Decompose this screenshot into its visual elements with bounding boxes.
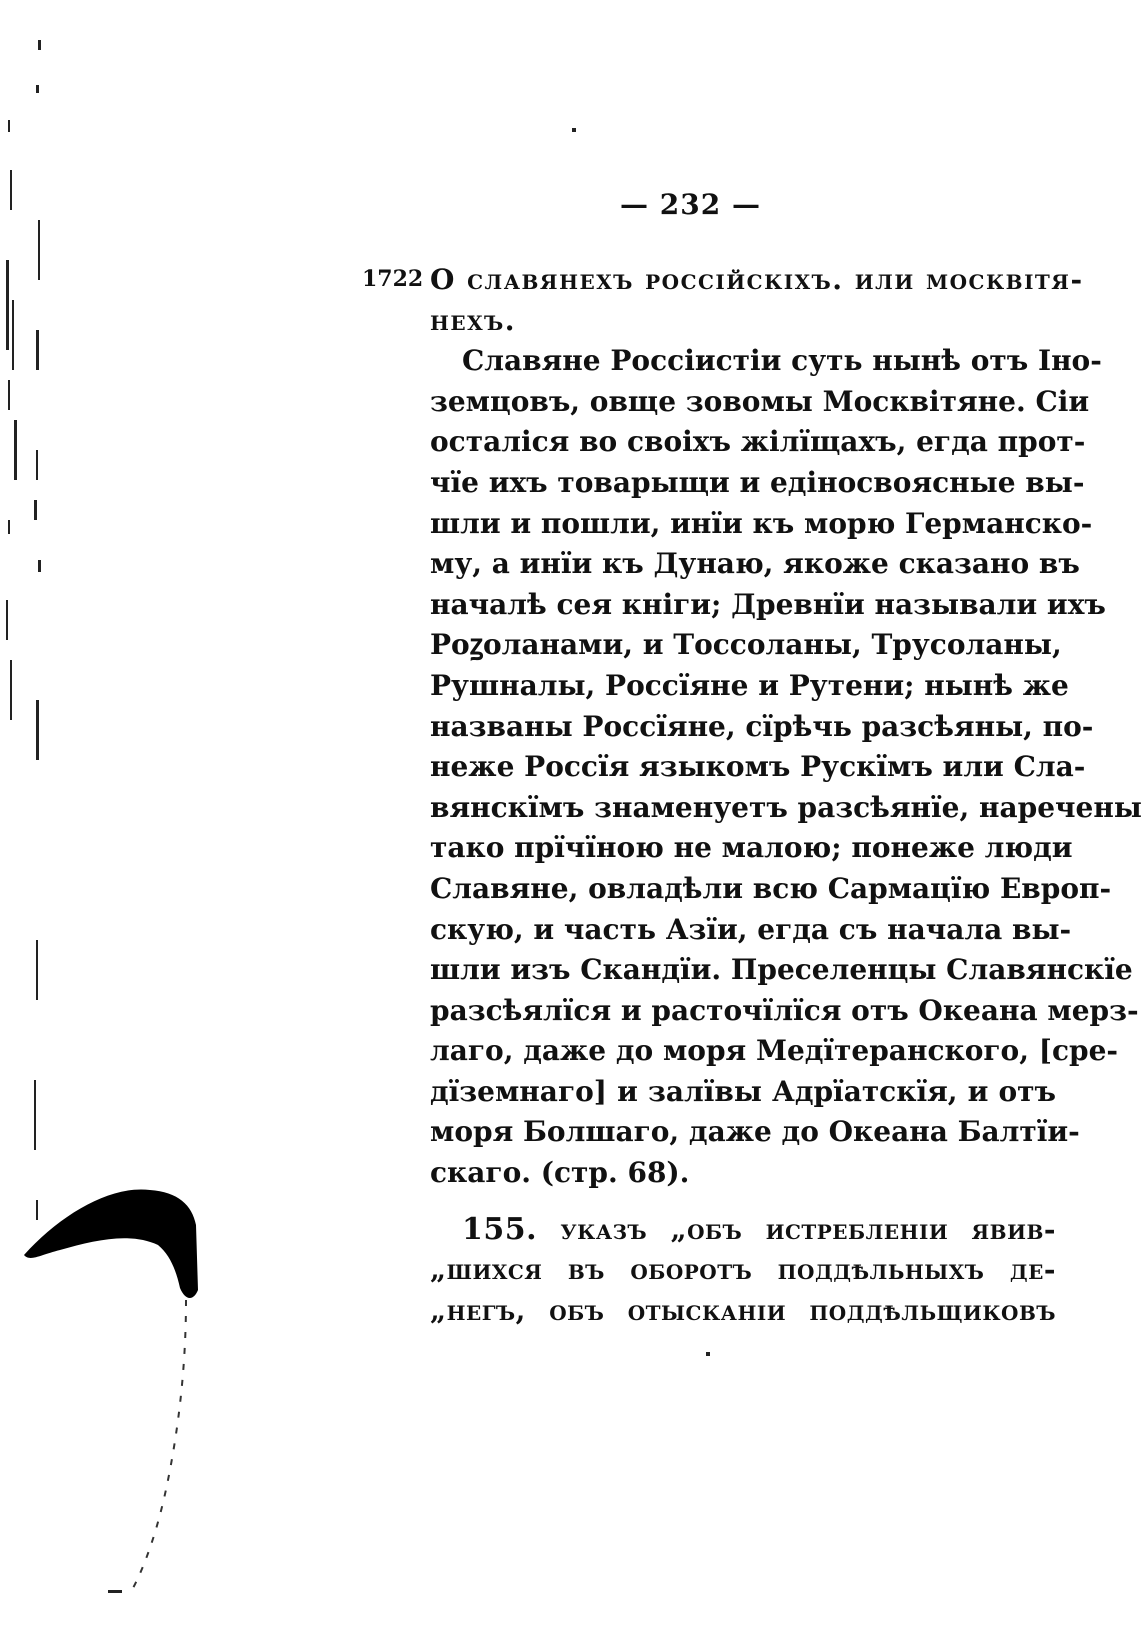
paragraph-line: названы Россїяне, сїрѣчь разсѣяны, по-: [430, 709, 1094, 743]
paragraph-line: Роꙁоланами, и Тоссоланы, Трусоланы,: [430, 628, 1062, 662]
paragraph-line: скую, и часть Азїи, егда съ начала вы-: [430, 912, 1072, 946]
paragraph-line: осталіся во своіхъ жілїщахъ, егда прот-: [430, 425, 1086, 459]
section-heading-text: указъ „объ истребленіи явив-: [560, 1212, 1056, 1246]
main-text: [430, 260, 1142, 1331]
paragraph-line: шли изъ Скандїи. Преселенцы Славянскїе: [430, 953, 1133, 987]
section-gap: [430, 1194, 1056, 1210]
paragraph-line: земцовъ, овще зовомы Москвітяне. Сіи: [430, 384, 1090, 418]
paragraph-line: Славяне Россіистіи суть нынѣ отъ Іно-: [462, 344, 1102, 378]
paragraph-line: дїземнаго] и залївы Адрїатскїя, и отъ: [430, 1074, 1056, 1108]
paragraph-line: вянскїмъ знаменуетъ разсѣянїе, наречены: [430, 790, 1142, 824]
margin-year: 1722: [362, 266, 424, 292]
paragraph-line: Славяне, овладѣли всю Сармацїю Европ-: [430, 871, 1112, 905]
section-heading-line: „негъ, объ отысканіи поддѣльщиковъ: [430, 1293, 1056, 1327]
entry-heading-line: нехъ.: [430, 303, 517, 337]
paragraph-line: началѣ сея кніги; Древнїи называли ихъ: [430, 587, 1106, 621]
paragraph-line: неже Россїя языкомъ Рускїмъ или Сла-: [430, 750, 1086, 784]
section-heading-line: [430, 1210, 1056, 1251]
paragraph-line: разсѣялїся и расточїлїся отъ Океана мерз-: [430, 993, 1139, 1027]
entry-heading-line: О славянехъ россійскіхъ. или москвітя-: [430, 263, 1084, 296]
paragraph-line: чїе ихъ товарыщи и едіносвоясные вы-: [430, 465, 1085, 499]
paragraph-line: шли и пошли, инїи къ морю Германско-: [430, 506, 1093, 540]
paragraph-line: Рушналы, Россїяне и Рутени; нынѣ же: [430, 668, 1069, 702]
ink-blot: [24, 1189, 198, 1298]
paragraph-line: тако прїчїною не малою; понеже люди: [430, 831, 1073, 865]
page-number: — 232 —: [620, 188, 761, 221]
section-heading-line: „шихся въ оборотъ поддѣльныхъ де-: [430, 1253, 1056, 1287]
paragraph-line: лаго, даже до моря Медїтеранского, [сре-: [430, 1034, 1119, 1068]
paragraph-line: скаго. (стр. 68).: [430, 1156, 690, 1190]
paragraph-line: моря Болшаго, даже до Океана Балтїи-: [430, 1115, 1080, 1149]
paragraph-line: му, а инїи къ Дунаю, якоже сказано въ: [430, 547, 1080, 581]
section-number: 155.: [462, 1211, 538, 1247]
